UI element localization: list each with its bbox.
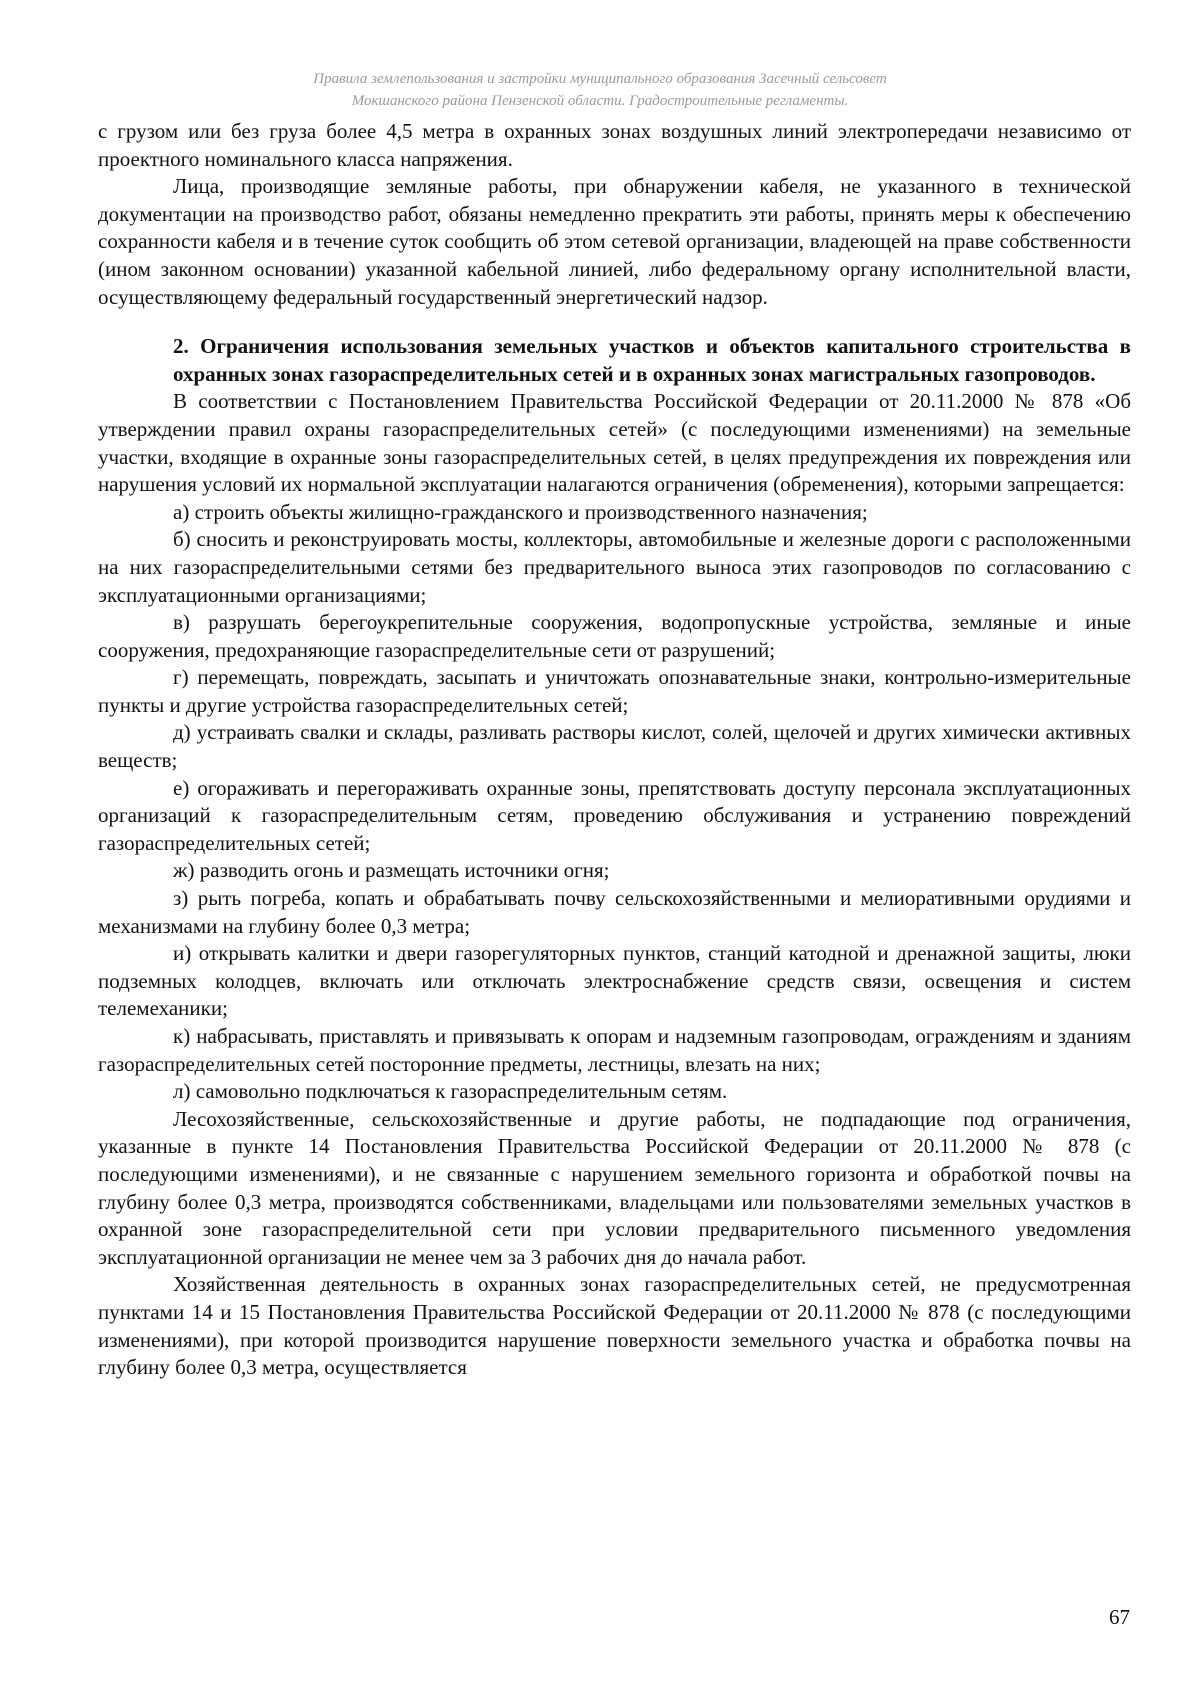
header-line-2: Мокшанского района Пензенской области. Градостроительные регламенты.: [351, 93, 849, 109]
list-item: д) устраивать свалки и склады, разливать растворы кислот, солей, щелочей и других химически активных веществ;: [98, 720, 1131, 773]
section-heading: 2. Ограничения использования земельных участков и объектов капитального строительства в охранных зонах газораспределительных сетей и в охранных зонах магистральных газопроводов.: [173, 334, 1131, 386]
paragraph: Лесохозяйственные, сельскохозяйственные и другие работы, не подпадающие под ограничения, указанные в пункте 14 Постановления Правительства Российской Федерации от 20.11.2000 № 878 (с последующими изменениями), и не связанные с нарушением земельного горизонта и обработкой почвы на глубину более 0,3 метра, производятся собственниками, владельцами или пользователями земельных участков в охранной зоне газораспределительной сети при условии предварительного письменного уведомления эксплуатационной организации не менее чем за 3 рабочих дня до начала работ.: [98, 1106, 1131, 1269]
list-item: е) огораживать и перегораживать охранные зоны, препятствовать доступу персонала эксплуатационных организаций к газораспределительным сетям, проведению обслуживания и устранению повреждений газораспределительных сетей;: [98, 775, 1131, 855]
page-body: [98, 118, 1131, 1382]
list-item: а) строить объекты жилищно-гражданского и производственного назначения;: [173, 499, 868, 524]
list-item: к) набрасывать, приставлять и привязывать к опорам и надземным газопроводам, ограждениям и зданиям газораспределительных сетей посторонние предметы, лестницы, влезать на них;: [98, 1024, 1131, 1076]
page-number: 67: [1109, 1605, 1130, 1629]
header-line-1: Правила землепользования и застройки муниципального образования Засечный сельсовет: [313, 71, 887, 87]
paragraph: Лица, производящие земляные работы, при обнаружении кабеля, не указанного в технической документации на производство работ, обязаны немедленно прекратить эти работы, принять меры к обеспечению сохранности кабеля и в течение суток сообщить об этом сетевой организации, владеющей на праве собственности (ином законном основании) указанной кабельной линией, либо федеральному органу исполнительной власти, осуществляющему федеральный государственный энергетический надзор.: [98, 174, 1131, 309]
list-item: и) открывать калитки и двери газорегуляторных пунктов, станций катодной и дренажной защиты, люки подземных колодцев, включать или отключать электроснабжение средств связи, освещения и систем телемеханики;: [98, 941, 1131, 1021]
list-item: л) самовольно подключаться к газораспределительным сетям.: [173, 1079, 728, 1104]
list-item: в) разрушать берегоукрепительные сооружения, водопропускные устройства, земляные и иные сооружения, предохраняющие газораспределительные сети от разрушений;: [98, 610, 1131, 662]
list-item: б) сносить и реконструировать мосты, коллекторы, автомобильные и железные дороги с расположенными на них газораспределительными сетями без предварительного выноса этих газопроводов по согласованию с эксплуатационными организациями;: [98, 527, 1131, 607]
section-intro: В соответствии с Постановлением Правительства Российской Федерации от 20.11.2000 № 878 «Об утверждении правил охраны газораспределительных сетей» (с последующими изменениями) на земельные участки, входящие в охранные зоны газораспределительных сетей, в целях предупреждения их повреждения или нарушения условий их нормальной эксплуатации налагаются ограничения (обременения), которыми запрещается:: [98, 389, 1131, 497]
list-item: ж) разводить огонь и размещать источники огня;: [173, 858, 610, 883]
list-item: з) рыть погреба, копать и обрабатывать почву сельскохозяйственными и мелиоративными орудиями и механизмами на глубину более 0,3 метра;: [98, 886, 1131, 938]
paragraph: Хозяйственная деятельность в охранных зонах газораспределительных сетей, не предусмотренная пунктами 14 и 15 Постановления Правительства Российской Федерации от 20.11.2000 № 878 (с последующими изменениями), при которой производится нарушение поверхности земельного участка и обработка почвы на глубину более 0,3 метра, осуществляется: [98, 1272, 1131, 1380]
paragraph-continuation: с грузом или без груза более 4,5 метра в охранных зонах воздушных линий электропередачи независимо от проектного номинального класса напряжения.: [98, 119, 1131, 171]
list-item: г) перемещать, повреждать, засыпать и уничтожать опознавательные знаки, контрольно-измерительные пункты и другие устройства газораспределительных сетей;: [98, 665, 1131, 717]
running-header: [150, 68, 1050, 112]
